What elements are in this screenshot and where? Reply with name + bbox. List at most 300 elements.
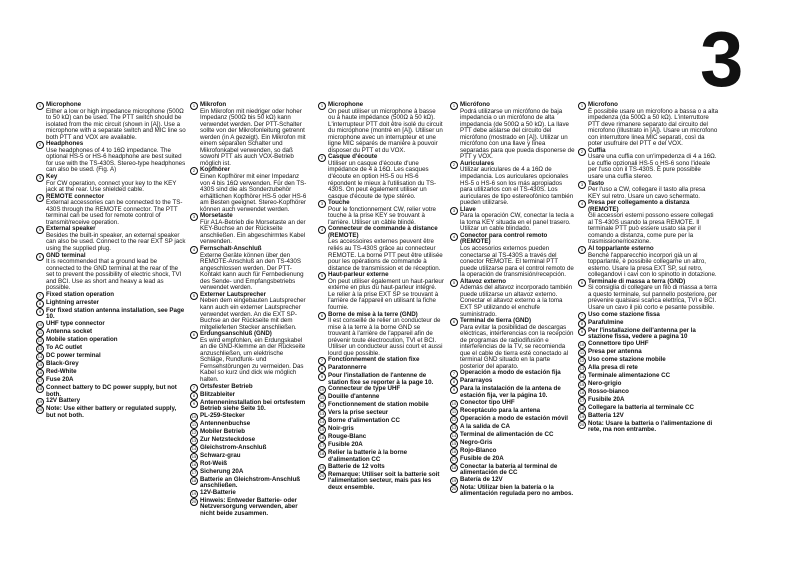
legend-body (46, 377, 186, 384)
legend-body (328, 272, 444, 311)
legend-number (190, 167, 200, 175)
legend-title: Negro-Gris (460, 438, 493, 446)
legend-body (588, 373, 718, 380)
legend-number (578, 320, 588, 328)
legend-title: Al topparlante esterno (588, 245, 654, 253)
legend-entry (190, 498, 308, 518)
legend-body (328, 102, 444, 154)
legend-title: Zur Netzsteckdose (200, 435, 256, 443)
legend-number (450, 408, 460, 416)
legend-title: Gleichstrom-Anschluß (200, 443, 267, 451)
legend-body (46, 226, 186, 252)
legend-body (200, 331, 308, 383)
legend-body (328, 418, 444, 425)
legend-body (328, 365, 444, 372)
legend-number (318, 102, 328, 110)
legend-number-circle: 12 (579, 357, 585, 363)
legend-body (46, 141, 186, 174)
legend-entry (190, 102, 308, 167)
legend-body (200, 392, 308, 399)
legend-description: Einen Kopfhörer mit einer Impedanz von 4 bis 16Ω verwenden. Für den TS-430S sind die als Sonderzubehör erhältlichen Kopfhörer HS-5 oder HS-6 am Besten geeignet. Stereo-Kopfhörer können auch verwendet werden. (200, 173, 307, 213)
legend-number (450, 416, 460, 424)
legend-number-circle: 6 (190, 331, 198, 339)
legend-number-circle: 5 (190, 292, 198, 300)
legend-entry (450, 207, 575, 233)
legend-body (328, 394, 444, 401)
legend-body (460, 161, 575, 207)
legend-entry (36, 141, 186, 174)
legend-title: Mikrofon (200, 101, 227, 108)
legend-number (36, 329, 46, 337)
legend-title: Para la instalación de la antena de estación fija, ver la página 10. (460, 385, 561, 399)
legend-description: Il est conseillé de relier un conducteur de mise à la terre à la borne GND se trouvant à l'arrière de l'appareil afin de prévenir toute électrocution, TVI et BCI. Utiliser un conducteur aussi court et aussi lourd que possible. (328, 317, 443, 357)
legend-number (190, 392, 200, 400)
legend-number (318, 365, 328, 373)
legend-number (578, 405, 588, 413)
page-number: 3 (700, 15, 742, 103)
legend-entry (318, 154, 444, 200)
legend-body (46, 194, 186, 227)
legend-body (200, 102, 308, 167)
legend-number (36, 321, 46, 329)
legend-title: Erdungsanschluß (GND) (200, 330, 272, 338)
legend-title: Terminale alimentazione CC (588, 371, 671, 379)
legend-body (46, 253, 186, 292)
legend-number-circle: 20 (319, 472, 325, 478)
legend-body (46, 102, 186, 141)
legend-title: Nota: Usare la batteria o l'alimentazione di rete, ma non entrambe. (588, 419, 713, 434)
legend-title: Microphone (328, 101, 364, 108)
legend-description: Es wird empfohlen, ein Erdungskabel an die GND-Klemme an der Rückseite anzuschließen, um elektrische Schläge, Rundfunk- und Fernsehstörungen zu vermeiden. Das Kabel so kurz und dick wie möglich halten. (200, 336, 306, 383)
legend-title: Rojo-Blanco (460, 446, 497, 454)
legend-body (200, 490, 308, 497)
legend-title: Terminal de alimentación de CC (460, 430, 554, 438)
legend-body (588, 246, 718, 279)
legend-body (200, 292, 308, 331)
legend-number-circle: 14 (451, 432, 457, 438)
legend-body (460, 400, 575, 407)
legend-body (460, 370, 575, 377)
legend-entry (36, 308, 186, 321)
legend-number (190, 461, 200, 469)
legend-number-circle: 11 (37, 329, 43, 335)
legend-title: Fusibile 20A (588, 395, 625, 403)
legend-number (318, 386, 328, 394)
legend-entry (190, 167, 308, 213)
legend-title: Presa per collegamento a distanza (REMOTE) (588, 199, 690, 213)
legend-number (190, 477, 200, 485)
legend-number-circle: 6 (36, 253, 44, 261)
legend-body (460, 408, 575, 415)
legend-body (200, 461, 308, 468)
legend-number (318, 154, 328, 162)
legend-entry (318, 102, 444, 154)
legend-number-circle: 15 (191, 453, 197, 459)
legend-number (36, 292, 46, 300)
legend-number (190, 384, 200, 392)
legend-number (36, 369, 46, 377)
legend-number-circle: 3 (318, 200, 326, 208)
legend-number-circle: 20 (191, 498, 197, 504)
legend-title: Per l'installazione dell'antenna per la stazione fissa, vedere a pagina 10 (588, 326, 696, 341)
legend-title: Batterie de 12 volts (328, 462, 385, 470)
legend-number (578, 312, 588, 320)
legend-number (36, 406, 46, 414)
legend-number-circle: 11 (191, 421, 197, 427)
legend-title: Connettore tipo UHF (588, 339, 649, 347)
legend-number-circle: 14 (579, 373, 585, 379)
legend-description: Ein Mikrofon mit niedriger oder hoher Impedanz (500Ω bis 50 kΩ) kann verwendet werden. Der PTT-Schalter sollte von der Mikrofonleitung getrennt werden (in A gezeigt). Ein Mikrofon mit einem separaten Schalter und Mikrofonkabel verwenden, so daß sowohl PTT als auch VOX-Betrieb möglich ist. (200, 107, 306, 167)
legend-title: Externer Lautsprecher (200, 290, 267, 298)
legend-number (190, 429, 200, 437)
legend-number-circle: 4 (578, 200, 586, 208)
legend-body (328, 442, 444, 449)
legend-number (36, 102, 46, 110)
legend-number-circle: 16 (191, 461, 197, 467)
legend-title: Connecteur de commande à distance (REMOTE) (328, 225, 438, 239)
legend-title: Terminale di massa a terra (GND) (588, 277, 686, 285)
legend-entry (578, 200, 718, 246)
legend-description: Neben dem eingebauten Lautsprecher kann auch ein externer Lautsprecher verwendet werden. An die EXT SP-Buchse an der Rückseite mit dem mitgelieferten Stecker anschließen. (200, 297, 306, 331)
legend-number-circle: 4 (190, 246, 198, 254)
legend-body (328, 386, 444, 393)
legend-number-circle: 20 (37, 407, 43, 413)
legend-title: Mobiler Betrieb (200, 427, 246, 435)
legend-body (588, 381, 718, 388)
legend-title: Fuse 20A (46, 375, 74, 383)
legend-body (588, 320, 718, 327)
legend-title: Borne de mise à la terre (GND) (328, 310, 418, 318)
legend-number (36, 361, 46, 369)
legend-description: Pour le fonctionnement CW, relier votre touche à la prise KEY se trouvant à l'arrière. Utiliser un câble blindé. (328, 205, 436, 226)
legend-body (46, 308, 186, 321)
legend-body (46, 292, 186, 299)
legend-number-circle: 11 (579, 349, 585, 355)
legend-number (450, 448, 460, 456)
legend-body (46, 329, 186, 336)
legend-title: Nota: Utilizar bien la batería o la alimentación regulada pero no ambos. (460, 483, 574, 498)
legend-body (588, 341, 718, 348)
legend-body (588, 405, 718, 412)
legend-number (450, 456, 460, 464)
legend-number (450, 279, 460, 287)
legend-number-circle: 5 (578, 246, 586, 254)
legend-number-circle: 10 (37, 321, 43, 327)
legend-title: Batterie an Gleichstrom-Anschluß anschließen. (200, 475, 301, 490)
legend-number-circle: 14 (37, 353, 43, 359)
legend-body (588, 200, 718, 246)
legend-number-circle: 19 (191, 490, 197, 496)
legend-number (36, 345, 46, 353)
legend-number-circle: 8 (318, 365, 326, 373)
legend-number-circle: 19 (319, 464, 325, 470)
legend-number (36, 398, 46, 406)
legend-body (46, 321, 186, 328)
legend-description: Utiliser un casque d'écoute d'une impédance de 4 à 16Ω. Les casques d'écoute en option HS-5 ou HS-6 répondent le mieux à l'utilisation du TS-430S. On peut également utiliser un casque d'écoute de type stéréo. (328, 159, 437, 200)
legend-title: Key (46, 173, 58, 181)
legend-body (46, 398, 186, 405)
legend-title: Collegare la batteria al terminale CC (588, 403, 694, 411)
legend-entry (36, 226, 186, 252)
legend-title: Altavoz externo (460, 277, 507, 285)
legend-body (200, 453, 308, 460)
legend-entry (36, 174, 186, 194)
legend-entry (578, 421, 718, 434)
legend-number (318, 226, 328, 234)
legend-body (588, 389, 718, 396)
legend-title: External speaker (46, 225, 96, 233)
legend-number-circle: 19 (579, 413, 585, 419)
legend-number (318, 426, 328, 434)
legend-description: For CW operation, connect your key to the KEY jack at the rear. Use shielded cable. (46, 179, 177, 194)
legend-body (46, 361, 186, 368)
legend-number (318, 402, 328, 410)
legend-number-circle: 17 (451, 456, 457, 462)
legend-body (200, 413, 308, 420)
legend-title: Fixed station operation (46, 290, 115, 298)
legend-number (36, 353, 46, 361)
legend-body (200, 400, 308, 413)
legend-number-circle: 12 (451, 416, 457, 422)
legend-title: Connecteur de type UHF (328, 385, 401, 393)
legend-number-circle: 14 (191, 445, 197, 451)
legend-entry (36, 406, 186, 419)
legend-body (328, 426, 444, 433)
legend-title: Note: Use either battery or regulated supply, but not both. (46, 405, 177, 419)
legend-body (460, 464, 575, 477)
legend-number (578, 349, 588, 357)
legend-number (36, 174, 46, 182)
legend-number (318, 472, 328, 480)
legend-title: Cuffia (588, 146, 606, 154)
legend-title: Mobile station operation (46, 335, 118, 343)
legend-number (450, 477, 460, 485)
legend-number-circle: 18 (319, 451, 325, 457)
legend-title: Conector tipo UHF (460, 398, 515, 406)
legend-number (36, 337, 46, 345)
legend-title: Batteria 12V (588, 411, 624, 419)
legend-number (450, 424, 460, 432)
legend-number (578, 328, 588, 336)
legend-entry (450, 485, 575, 498)
legend-number-circle: 9 (318, 373, 326, 381)
legend-body (328, 450, 444, 463)
legend-title: Tasto (588, 179, 605, 187)
legend-number-circle: 2 (36, 141, 44, 149)
legend-title: Pour l'installation de l'antenne de station fixe se reporter à la page 10. (328, 372, 434, 386)
legend-body (328, 402, 444, 409)
legend-number-circle: 5 (318, 272, 326, 280)
legend-body (588, 279, 718, 312)
legend-title: Haut-parleur externe (328, 271, 389, 279)
legend-description: On peut utiliser un microphone à basse ou à haute impédance (500Ω à 50 kΩ). L'interrupteur PTT doit être isolé du circuit du microphone (montré en [A]). Utiliser un microphone avec un interrupteur et une ligne MIC séparés de manière à pouvoir disposer du PTT et du VOX. (328, 107, 443, 154)
legend-number (318, 200, 328, 208)
legend-number-circle: 16 (37, 369, 43, 375)
legend-title: Conector para control remoto (REMOTE) (460, 231, 548, 246)
legend-title: Parafulmine (588, 318, 624, 326)
legend-title: Touche (328, 199, 350, 207)
legend-number-circle: 7 (190, 384, 198, 392)
legend-number (36, 141, 46, 149)
legend-number-circle: 18 (451, 464, 457, 470)
legend-title: Rosso-bianco (588, 387, 629, 395)
legend-number-circle: 15 (319, 427, 325, 433)
legend-number (450, 440, 460, 448)
legend-description: It is recommended that a ground lead be connected to the GND terminal at the rear of the set to prevent the possibility of electric shock, TVI and BCI. Use as short and heavy a lead as possible. (46, 258, 182, 292)
legend-description: È possibile usare un microfono a bassa o a alta impedenza (da 500Ω a 50 kΩ). L'interruttore PTT deve rimanere separato dal circuito del microfono (illustrato in [A]). Usare un microfono con interruttore linea MIC separati, così da poter usufruire del PTT e del VOX. (588, 107, 719, 148)
legend-number-circle: 13 (37, 345, 43, 351)
legend-number (190, 246, 200, 254)
legend-title: Sicherung 20A (200, 467, 244, 475)
legend-entry (36, 253, 186, 292)
legend-body (588, 148, 718, 181)
legend-body (46, 353, 186, 360)
legend-number-circle: 7 (36, 292, 44, 300)
legend-number (318, 312, 328, 320)
legend-title: Relier la batterie à la borne d'alimentation CC (328, 449, 408, 463)
legend-body (588, 349, 718, 356)
legend-entry (36, 194, 186, 227)
legend-number (36, 308, 46, 316)
legend-number-circle: 20 (579, 421, 585, 427)
legend-title: Ortsfester Betrieb (200, 382, 253, 390)
legend-body (588, 365, 718, 372)
legend-number (578, 397, 588, 405)
legend-title: GND terminal (46, 251, 86, 259)
legend-number (450, 102, 460, 110)
legend-title: Operación a modo de estación móvil (460, 414, 568, 422)
legend-title: PL-259-Stecker (200, 411, 245, 419)
legend-body (460, 378, 575, 385)
legend-number (578, 279, 588, 287)
legend-entry (190, 246, 308, 292)
legend-number (578, 357, 588, 365)
legend-number-circle: 16 (451, 448, 457, 454)
legend-description: Benché l'apparecchio incorpori già un al topparlante, è possibile collegarne un altro, esterno. Usare la presa EXT SP, sul retro, collegandovi i cavi con lo spinotto in dotazione. (588, 251, 717, 279)
legend-number-circle: 12 (191, 429, 197, 435)
column-espanol (450, 102, 575, 498)
legend-number-circle: 12 (37, 337, 43, 343)
legend-title: 12V Battery (46, 397, 81, 405)
legend-entry (190, 292, 308, 331)
legend-number (190, 331, 200, 339)
legend-title: Fernschalt-Anschluß (200, 245, 262, 253)
legend-number-circle: 4 (36, 194, 44, 202)
legend-number-circle: 19 (451, 477, 457, 483)
legend-number (450, 161, 460, 169)
legend-number (450, 318, 460, 326)
legend-title: Operación a modo de estación fija (460, 369, 561, 377)
legend-number-circle: 17 (191, 469, 197, 475)
legend-body (460, 485, 575, 498)
legend-number (450, 464, 460, 472)
legend-number-circle: 13 (319, 411, 325, 417)
legend-entry (578, 279, 718, 312)
legend-number-circle: 10 (451, 400, 457, 406)
legend-number-circle: 1 (318, 102, 326, 110)
legend-body (588, 181, 718, 201)
legend-title: Uso come stazione mobile (588, 355, 666, 363)
legend-body (200, 246, 308, 292)
legend-description: Für A1A-Betrieb die Morsetaste an der KEY-Buchse an der Rückseite anschließen. Ein abgeschirmtes Kabel verwenden. (200, 218, 306, 246)
legend-number-circle: 2 (190, 167, 198, 175)
legend-body (588, 102, 718, 148)
legend-title: Kopfhörer (200, 166, 230, 174)
legend-title: For fixed station antenna installation, see Page 10. (46, 306, 185, 321)
legend-number-circle: 8 (190, 392, 198, 400)
legend-number-circle: 7 (450, 370, 458, 378)
legend-entry (318, 312, 444, 358)
legend-number (36, 194, 46, 202)
legend-title: Vers la prise secteur (328, 409, 389, 417)
legend-body (200, 213, 308, 246)
legend-title: A la salida de CA (460, 422, 510, 430)
legend-number (190, 498, 200, 506)
legend-number (450, 378, 460, 386)
legend-number (578, 381, 588, 389)
legend-entry (450, 233, 575, 279)
legend-number-circle: 8 (450, 378, 458, 386)
legend-number (190, 490, 200, 498)
legend-number (190, 453, 200, 461)
legend-number-circle: 4 (450, 233, 458, 241)
legend-title: Nero-grigio (588, 379, 622, 387)
legend-number (450, 432, 460, 440)
legend-body (200, 167, 308, 213)
legend-body (460, 207, 575, 233)
legend-title: Fusible de 20A (460, 454, 504, 462)
legend-number-circle: 18 (579, 405, 585, 411)
legend-body (328, 464, 444, 471)
legend-title: Rot-Weiß (200, 459, 228, 467)
legend-body (328, 472, 444, 492)
legend-body (460, 279, 575, 318)
legend-number-circle: 15 (451, 440, 457, 446)
legend-body (460, 318, 575, 370)
legend-body (328, 434, 444, 441)
legend-number (318, 464, 328, 472)
legend-number (318, 357, 328, 365)
legend-number-circle: 16 (319, 435, 325, 441)
legend-number (318, 272, 328, 280)
legend-title: Antenna socket (46, 327, 93, 335)
legend-entry (578, 181, 718, 201)
legend-entry (450, 464, 575, 477)
legend-number-circle: 16 (579, 389, 585, 395)
legend-entry (190, 331, 308, 383)
legend-title: Morsetaste (200, 212, 233, 220)
legend-number (36, 253, 46, 261)
legend-number-circle: 13 (191, 437, 197, 443)
legend-title: Auriculares (460, 159, 495, 167)
legend-title: DC power terminal (46, 351, 101, 359)
legend-body (46, 406, 186, 419)
legend-title: Llave (460, 205, 476, 213)
legend-number-circle: 11 (319, 395, 325, 401)
legend-number-circle: 5 (36, 226, 44, 234)
legend-number-circle: 3 (578, 181, 586, 189)
legend-number (36, 300, 46, 308)
legend-number-circle: 9 (578, 328, 586, 336)
legend-number-circle: 14 (319, 419, 325, 425)
legend-title: Hinweis: Entweder Batterie- oder Netzversorgung verwenden, aber nicht beide zusammen. (200, 496, 298, 517)
legend-number (318, 450, 328, 458)
legend-body (200, 445, 308, 452)
legend-number (36, 226, 46, 234)
column-italiano (578, 102, 718, 434)
legend-description: Utilizar auriculares de 4 a 16Ω de impedancia. Los auriculares opcionales HS-5 o HS-6 son los más apropiados para utilizarlos con el TS-430S. Los auriculares de tipo estereofónico también pueden utilizarse. (460, 166, 574, 207)
legend-number-circle: 4 (318, 226, 326, 234)
